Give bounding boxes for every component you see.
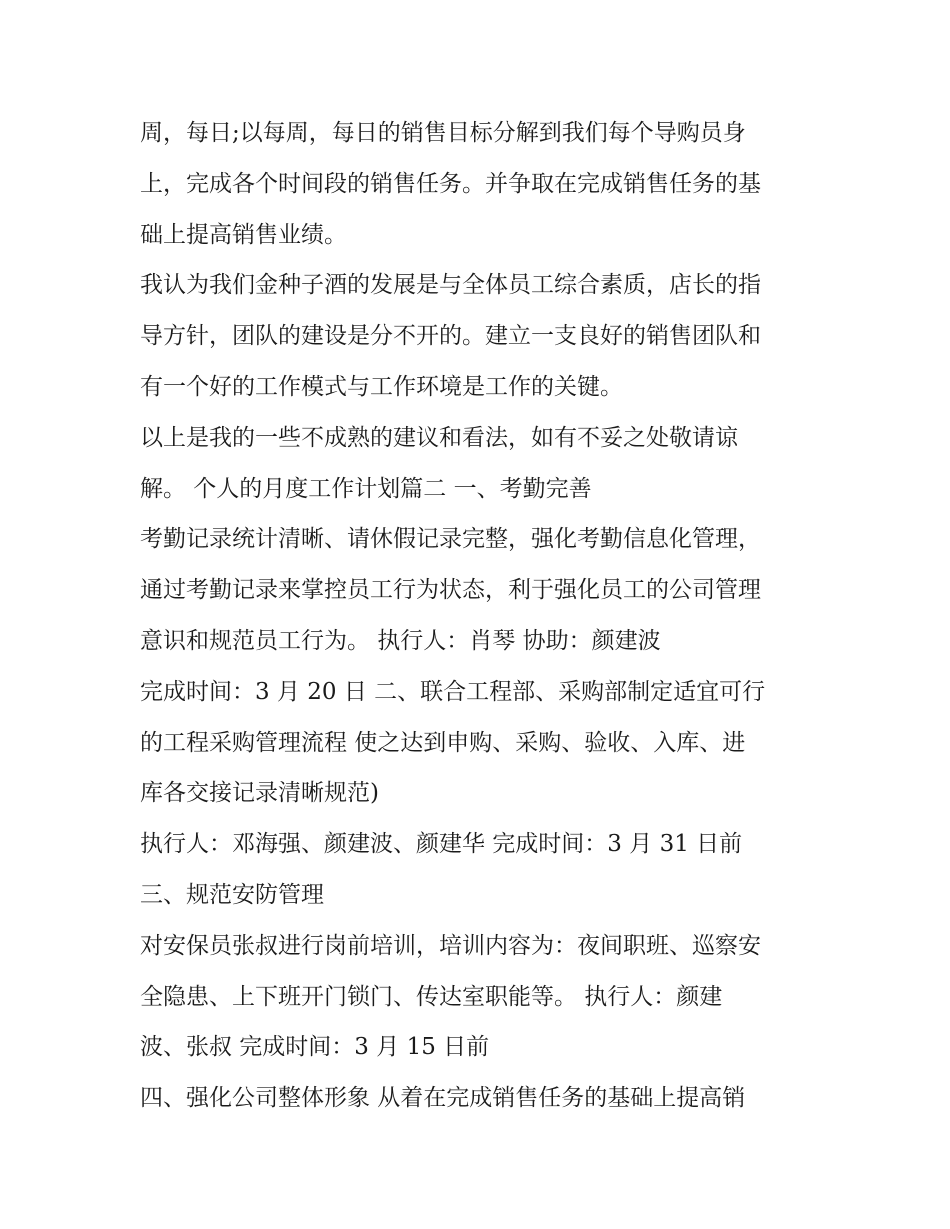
text-line: 三、规范安防管理 <box>140 881 324 908</box>
text-line: 对安保员张叔进行岗前培训，培训内容为：夜间职班、巡察安 <box>140 932 761 959</box>
text-line: 波、张叔 完成时间：3 月 15 日前 <box>140 1034 490 1061</box>
document-body <box>140 108 830 1124</box>
text-line: 有一个好的工作模式与工作环境是工作的关键。 <box>140 373 623 400</box>
text-line: 的工程采购管理流程 使之达到申购、采购、验收、入库、进 <box>140 729 746 756</box>
text-line: 库各交接记录清晰规范) <box>140 780 379 807</box>
text-line: 全隐患、上下班开门锁门、传达室职能等。 执行人：颜建 <box>140 983 723 1010</box>
text-line: 执行人：邓海强、颜建波、颜建华 完成时间：3 月 31 日前 <box>140 831 743 858</box>
text-line: 考勤记录统计清晰、请休假记录完整，强化考勤信息化管理， <box>140 526 761 553</box>
text-line: 我认为我们金种子酒的发展是与全体员工综合素质，店长的指 <box>140 272 761 299</box>
text-line: 通过考勤记录来掌控员工行为状态，利于强化员工的公司管理 <box>140 577 761 604</box>
text-line: 以上是我的一些不成熟的建议和看法，如有不妥之处敬请谅 <box>140 424 738 451</box>
text-line: 完成时间：3 月 20 日 二、联合工程部、采购部制定适宜可行 <box>140 678 766 705</box>
text-line: 周，每日;以每周，每日的销售目标分解到我们每个导购员身 <box>140 120 746 146</box>
text-line: 四、强化公司整体形象 从着在完成销售任务的基础上提高销 <box>140 1085 746 1112</box>
text-line: 解。 个人的月度工作计划篇二 一、考勤完善 <box>140 475 592 502</box>
text-line: 意识和规范员工行为。 执行人：肖琴 协助：颜建波 <box>140 627 661 654</box>
text-line: 础上提高销售业绩。 <box>140 221 347 248</box>
text-line: 上，完成各个时间段的销售任务。并争取在完成销售任务的基 <box>140 170 761 197</box>
text-line: 导方针，团队的建设是分不开的。建立一支良好的销售团队和 <box>140 323 761 350</box>
